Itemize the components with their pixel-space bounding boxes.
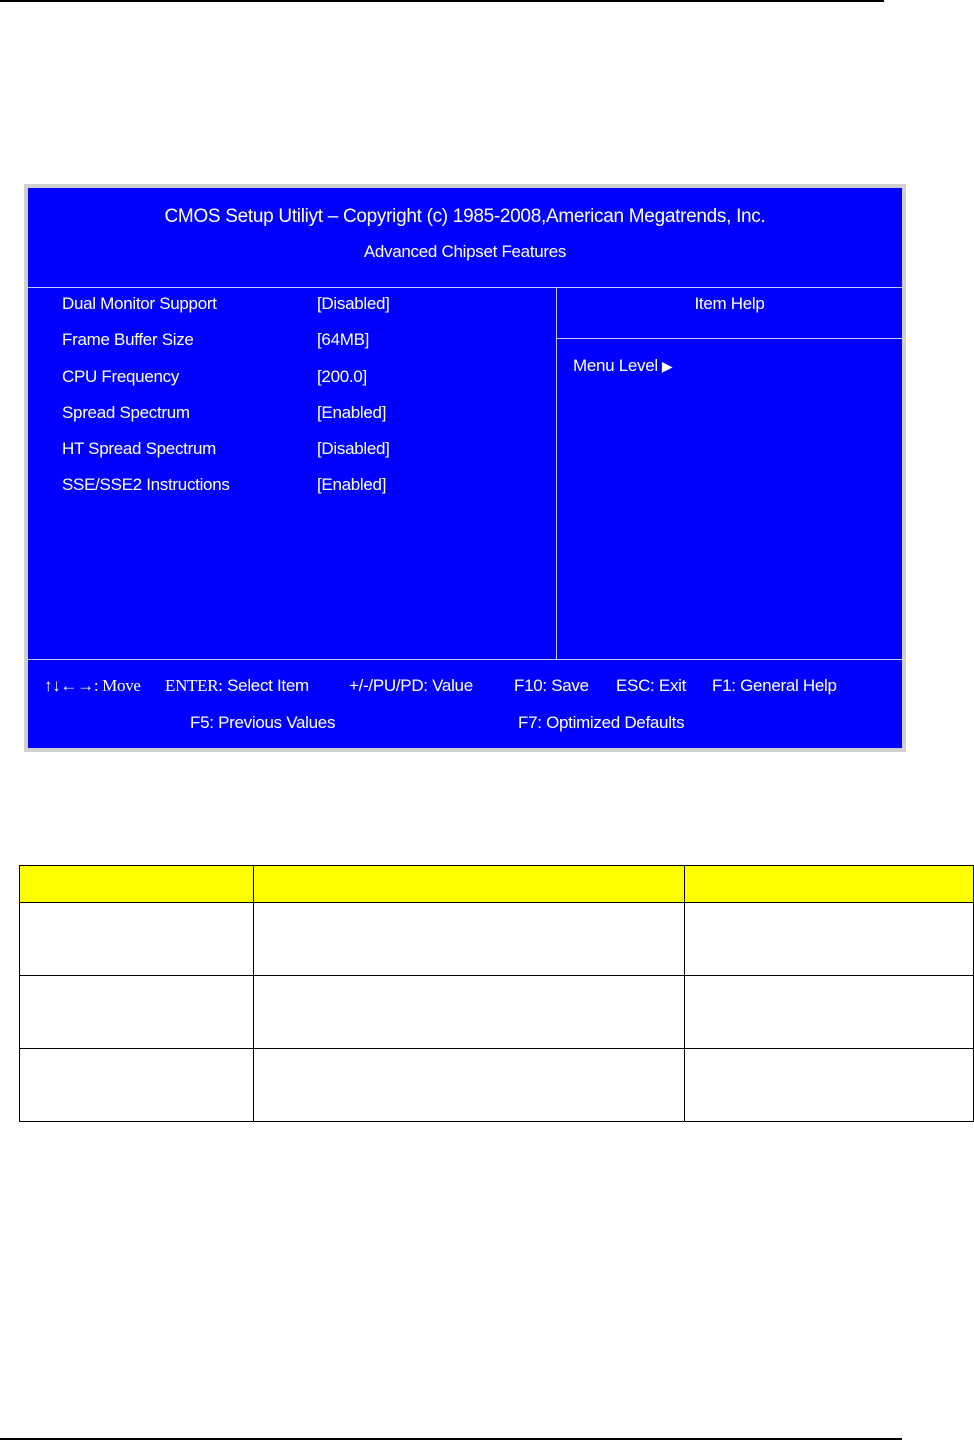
table-row [20,1049,974,1122]
table-cell [253,976,685,1049]
key-select-item-label: Select Item [222,676,309,695]
divider [28,287,902,288]
divider [556,338,902,339]
value-sse-sse2-instructions[interactable]: [Enabled] [317,475,387,494]
bios-setup-window [24,184,906,752]
item-help-title: Item Help [694,294,765,313]
key-move [44,676,141,696]
divider [28,659,902,660]
table-cell [685,976,974,1049]
menu-item-dual-monitor-support[interactable]: Dual Monitor Support [62,294,217,313]
footer-rule [0,1438,902,1440]
bios-screen [28,188,902,748]
value-cpu-frequency[interactable]: [200.0] [317,367,367,386]
key-general-help: F1: General Help [712,676,837,695]
key-optimized-defaults: F7: Optimized Defaults [518,713,685,732]
menu-item-cpu-frequency[interactable]: CPU Frequency [62,367,180,386]
header-rule [0,0,884,2]
table-row [20,976,974,1049]
table-header-cell [685,866,974,903]
key-value: +/-/PU/PD: Value [349,676,473,695]
arrow-keys-icon: ↑↓←→ [44,676,94,695]
key-move-label: : Move [93,676,141,695]
triangle-right-icon: ▶ [661,358,673,374]
table-cell [685,1049,974,1122]
key-enter [165,676,309,696]
table-cell [685,903,974,976]
table-header-row [20,866,974,903]
value-ht-spread-spectrum[interactable]: [Disabled] [317,439,390,458]
table-cell [20,976,254,1049]
value-dual-monitor-support[interactable]: [Disabled] [317,294,390,313]
table-header-cell [20,866,254,903]
menu-item-frame-buffer-size[interactable]: Frame Buffer Size [62,330,194,349]
key-save: F10: Save [514,676,589,695]
key-previous-values: F5: Previous Values [190,713,336,732]
bios-title: CMOS Setup Utiliyt – Copyright (c) 1985-2008,American Megatrends, Inc. [164,206,766,227]
table-cell [253,1049,685,1122]
table-cell [20,1049,254,1122]
table-header-cell [253,866,685,903]
menu-level-label: Menu Level [573,356,658,375]
value-spread-spectrum[interactable]: [Enabled] [317,403,387,422]
value-frame-buffer-size[interactable]: [64MB] [317,330,370,349]
table-cell [20,903,254,976]
table-cell [253,903,685,976]
parameter-table [19,865,974,1122]
key-exit: ESC: Exit [616,676,687,695]
divider [556,287,557,659]
bios-page-title: Advanced Chipset Features [363,242,567,261]
menu-item-sse-sse2-instructions[interactable]: SSE/SSE2 Instructions [62,475,230,494]
menu-level [573,356,672,376]
menu-item-ht-spread-spectrum[interactable]: HT Spread Spectrum [62,439,216,458]
key-enter-label: ENTER: [165,676,223,695]
table-row [20,903,974,976]
menu-item-spread-spectrum[interactable]: Spread Spectrum [62,403,190,422]
